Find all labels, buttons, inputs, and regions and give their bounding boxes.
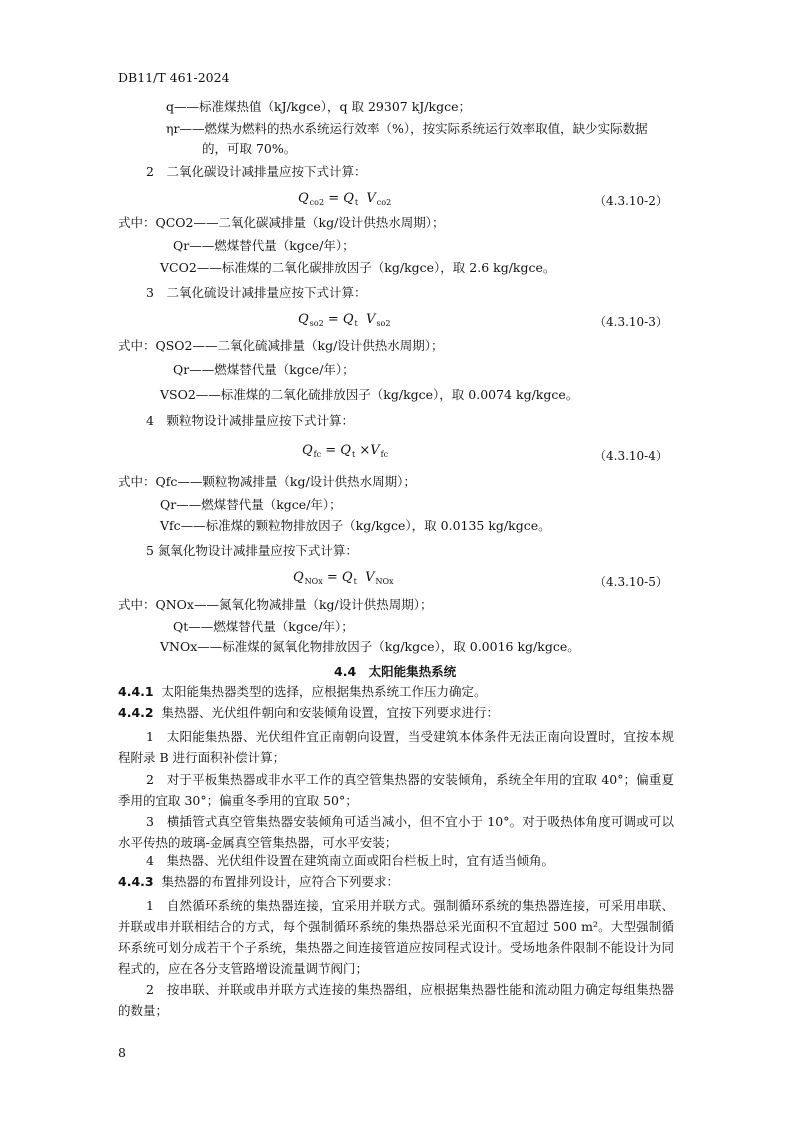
formula-fc: $Q_{fc} = Q_t \times V_{fc}$ (302, 443, 389, 459)
equation-number-nox: （4.3.10-5） (594, 575, 668, 589)
definition-qt-nox: Qt——燃煤替代量（kgce/年）； (173, 619, 354, 634)
definition-eta-continued: 的，可取 70%。 (202, 141, 297, 156)
formula-co2: $Q_{co2} = Q_t$ $V_{co2}$ (298, 191, 392, 207)
clause-4-4-1: 4.4.1 太阳能集热器类型的选择，应根据集热系统工作压力确定。 (118, 684, 487, 699)
definition-vnox: VNOx——标准煤的氮氧化物排放因子（kg/kgce），取 0.0016 kg/kgce。 (160, 639, 580, 654)
equation-number-fc: （4.3.10-4） (594, 449, 668, 463)
clause-4-4-2-item-4: 4 集热器、光伏组件设置在建筑南立面或阳台栏板上时，宜有适当倾角。 (146, 853, 554, 868)
clause-4-4-2-item-3: 3 横插管式真空管集热器安装倾角可适当减小，但不宜小于 10°。对于吸热体角度可调或可以水平传热的玻璃-金属真空管集热器，可水平安装； (118, 814, 674, 850)
formula-nox: $Q_{NOx} = Q_t$ $V_{NOx}$ (293, 570, 394, 586)
definition-vso2: VSO2——标准煤的二氧化硫排放因子（kg/kgce），取 0.0074 kg/kgce。 (160, 387, 579, 402)
clause-4-4-2-item-2: 2 对于平板集热器或非水平工作的真空管集热器的安装倾角，系统全年用的宜取 40°；偏重夏季用的宜取 30°；偏重冬季用的宜取 50°； (118, 772, 674, 808)
item-so2-intro: 3 二氧化硫设计减排量应按下式计算： (146, 285, 367, 300)
definition-qr-co2: Qr——燃煤替代量（kgce/年）； (173, 238, 355, 253)
standard-code-header: DB11/T 461-2024 (118, 70, 230, 85)
definition-qso2: 式中：QSO2——二氧化硫减排量（kg/设计供热水周期）； (118, 338, 444, 353)
clause-number: 4.4.1 (118, 684, 154, 699)
equation-number-so2: （4.3.10-3） (594, 315, 668, 329)
definition-eta: ηr——燃煤为燃料的热水系统运行效率（%），按实际系统运行效率取值，缺少实际数据 (166, 121, 648, 136)
formula-so2: $Q_{so2} = Q_t$ $V_{so2}$ (298, 312, 391, 328)
definition-qnox: 式中：QNOx——氮氧化物减排量（kg/设计供热周期）； (118, 597, 433, 612)
definition-qco2: 式中：QCO2——二氧化碳减排量（kg/设计供热水周期）； (118, 215, 445, 230)
definition-qr-so2: Qr——燃煤替代量（kgce/年）； (173, 362, 355, 377)
clause-4-4-3-item-1: 1 自然循环系统的集热器连接，宜采用并联方式。强制循环系统的集热器连接，可采用串联、并联或串并联相结合的方式，每个强制循环系统的集热器总采光面积不宜超过 500 m²。大型强制循环系统可划分成若干个子系统，集热器之间连接管道应按同程式设计。受场地条件限制不能设计为同程式的，应在各分支管路增设流量调节阀门； (118, 898, 674, 976)
definition-qr-fc: Qr——燃煤替代量（kgce/年）； (160, 497, 342, 512)
clause-4-4-3: 4.4.3 集热器的布置排列设计，应符合下列要求： (118, 874, 400, 889)
clause-4-4-3-item-2: 2 按串联、并联或串并联方式连接的集热器组，应根据集热器性能和流动阻力确定每组集热器的数量； (118, 982, 674, 1018)
page-number: 8 (118, 1045, 126, 1060)
clause-4-4-2-item-1: 1 太阳能集热器、光伏组件宜正南朝向设置，当受建筑本体条件无法正南向设置时，宜按本规程附录 B 进行面积补偿计算； (118, 729, 674, 765)
section-title: 4.4 太阳能集热系统 (334, 664, 457, 679)
definition-vco2: VCO2——标准煤的二氧化碳排放因子（kg/kgce），取 2.6 kg/kgce。 (160, 260, 556, 275)
item-fc-intro: 4 颗粒物设计减排量应按下式计算： (146, 413, 354, 428)
clause-number: 4.4.2 (118, 705, 154, 720)
clause-number: 4.4.3 (118, 874, 154, 889)
item-co2-intro: 2 二氧化碳设计减排量应按下式计算： (146, 164, 367, 179)
definition-q: q——标准煤热值（kJ/kgce），q 取 29307 kJ/kgce； (166, 99, 471, 114)
item-nox-intro: 5 氮氧化物设计减排量应按下式计算： (146, 543, 358, 558)
clause-4-4-2: 4.4.2 集热器、光伏组件朝向和安装倾角设置，宜按下列要求进行： (118, 705, 500, 720)
equation-number-co2: （4.3.10-2） (594, 194, 668, 208)
definition-vfc: Vfc——标准煤的颗粒物排放因子（kg/kgce），取 0.0135 kg/kgce。 (160, 518, 551, 533)
definition-qfc: 式中：Qfc——颗粒物减排量（kg/设计供热水周期）； (118, 474, 416, 489)
